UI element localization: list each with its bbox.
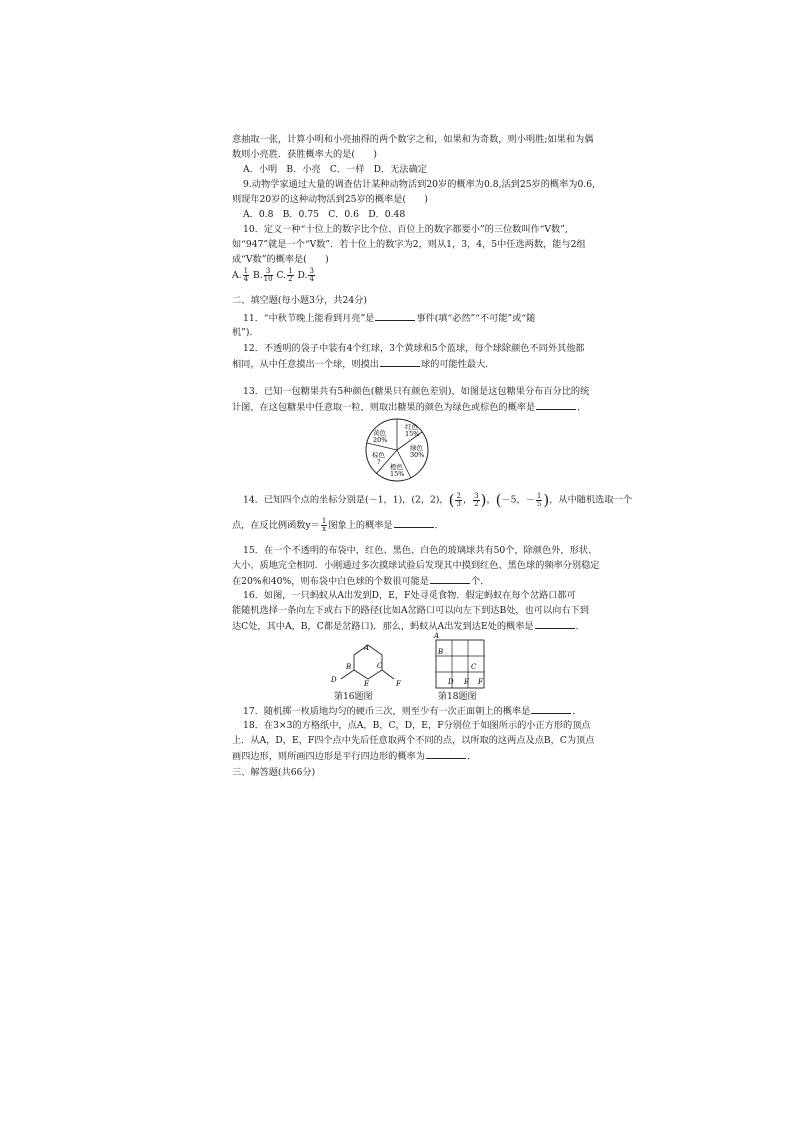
pie-label-yellow: 黄色 (373, 429, 386, 437)
q9-text-line2: 则现年20岁的这种动物活到25岁的概率是( ) (232, 194, 428, 205)
q13-text-line2: 计图，在这包糖果中任意取一粒，则取出糖果的颜色为绿色或棕色的概率是 ． (232, 402, 587, 413)
q14-text-line1: 14．已知四个点的坐标分别是(－1，1)，(2，2)，( $\frac{2}{3}$ ， $\frac{3}{2}$ )，(－5，－ $\frac{1}{5}$ )，从中随机选取一个 (243, 491, 632, 509)
fig16-label-d: D (331, 676, 337, 684)
fig18-label-d: D (448, 678, 454, 686)
fig18-caption: 第18题图 (438, 692, 477, 702)
q11-text-line2: 机”)． (232, 327, 259, 338)
fig18-label-f: F (478, 678, 483, 686)
section-2-heading: 二、填空题(每小题3分，共24分) (232, 295, 367, 306)
q16-blank (535, 619, 575, 629)
q13-text-line1: 13．已知一包糖果共有5种颜色(糖果只有颜色差别)，如图是这包糖果分布百分比的统 (243, 386, 590, 397)
fig16-path-diagram (326, 639, 406, 687)
q17-text: 17．随机掷一枚质地均匀的硬币三次，则至少有一次正面朝上的概率是 ． (243, 706, 582, 717)
pie-value-brown: ? (377, 458, 381, 466)
q18-text-line2: 上．从A，D，E，F四个点中先后任意取两个不同的点，以所取的这两点及点B，C为顶点 (232, 735, 595, 746)
pie-value-red: 15% (405, 430, 420, 438)
q10-option-b-label: B. (252, 270, 263, 281)
q17-blank (531, 704, 571, 714)
fig18-label-b: B (438, 648, 444, 656)
fig16-label-f: F (396, 680, 401, 687)
q10-option-c-label: C. (276, 270, 287, 281)
q8-text-line2: 数则小亮胜．获胜概率大的是( ) (232, 149, 377, 160)
q9-text-line1: 9.动物学家通过大量的调查估计某种动物活到20岁的概率为0.8,活到25岁的概率为0.6, (243, 179, 596, 190)
q18-text-line3: 画四边形，则所画四边形是平行四边形的概率为 ． (232, 751, 477, 762)
pie-label-orange: 橙色 (390, 463, 403, 471)
fig18-grid-border (436, 640, 484, 688)
q10-option-a-fraction: $\frac{1}{4}$ (243, 267, 249, 283)
q15-blank (430, 574, 470, 584)
fig18-grid-diagram (428, 632, 492, 690)
fig16-label-e: E (364, 680, 370, 687)
fig18-label-e: E (464, 678, 470, 686)
pie-label-green: 绿色 (410, 444, 423, 452)
q10-text-line2: 如“947”就是一个“V数”．若十位上的数字为2，则从1，3，4，5中任选两数，能与2组 (232, 239, 586, 250)
fig18-label-c: C (471, 663, 477, 671)
q16-text-line3: 达C处，其中A，B，C都是岔路口)．那么，蚂蚁从A出发到达E处的概率是 ． (232, 621, 585, 632)
q10-options (232, 266, 316, 286)
q12-blank (380, 357, 420, 367)
q16-text-line2: 能随机选择一条向左下或右下的路径(比如A岔路口可以向左下到达B处，也可以向右下到 (232, 605, 589, 616)
pie-value-orange: 15% (390, 470, 405, 478)
q9-options: A．0.8 B．0.75 C．0.6 D．0.48 (243, 209, 406, 220)
q10-option-d-fraction: $\frac{3}{4}$ (309, 267, 314, 283)
pie-value-yellow: 20% (373, 436, 388, 444)
fig16-label-c: C (377, 662, 383, 670)
q15-text-line2: 大小、质地完全相同．小刚通过多次摸球试验后发现其中摸到红色、黑色球的频率分别稳定 (232, 560, 600, 571)
section-3-heading: 三、解答题(共66分) (232, 767, 316, 778)
q10-option-a-label: A. (232, 270, 242, 281)
fig16-path-cf (382, 670, 394, 679)
q10-option-b-fraction: $\frac{3}{10}$ (263, 267, 273, 283)
fig16-label-a: A (364, 644, 370, 652)
pie-value-green: 30% (410, 451, 425, 459)
fig16-path-bd (341, 670, 354, 679)
fig18-label-a: A (434, 632, 440, 640)
q15-text-line1: 15．在一个不透明的布袋中，红色、黑色、白色的玻璃球共有50个，除颜色外，形状、 (243, 545, 598, 556)
pie-label-red: 红色 (405, 423, 418, 431)
pie-label-brown: 棕色 (372, 451, 385, 459)
q13-blank (536, 400, 576, 410)
q14-blank (394, 518, 434, 528)
q18-text-line1: 18．在3×3的方格纸中，点A，B，C，D，E，F分别位于如图所示的小正方形的顶点 (243, 720, 591, 731)
q15-text-line3: 在20%和40%，则布袋中白色球的个数很可能是 个． (232, 576, 490, 587)
q10-option-c-fraction: $\frac{1}{2}$ (288, 267, 293, 283)
q8-text-line1: 意抽取一张，计算小明和小亮抽得的两个数字之和，如果和为奇数，则小明胜;如果和为偶 (232, 134, 594, 145)
q12-text-line1: 12．不透明的袋子中装有4个红球，3个黄球和5个蓝球，每个球除颜色不同外其他都 (243, 343, 585, 354)
q11-text-line1: 11．“中秋节晚上能看到月亮”是 事件(填“必然”“不可能”或“随 (243, 313, 536, 324)
q8-options: A．小明 B．小亮 C．一样 D．无法确定 (243, 164, 427, 175)
q18-blank (426, 749, 466, 759)
q14-text-line2: 点，在反比例函数y＝ $\frac{1}{x}$ 图象上的概率是 ． (232, 517, 444, 533)
q10-text-line3: 成“V数”的概率是( ) (232, 254, 329, 265)
q10-text-line1: 10．定义一种“十位上的数字比个位、百位上的数字都要小”的三位数叫作“V数”, (243, 224, 568, 235)
q10-option-d-label: D. (297, 270, 308, 281)
q11-blank (375, 311, 415, 321)
q12-text-line2: 相同，从中任意摸出一个球，则摸出 球的可能性最大． (232, 359, 495, 370)
q16-text-line1: 16．如图，一只蚂蚁从A出发到D，E，F处寻觅食物．假定蚂蚁在每个岔路口都可 (243, 590, 576, 601)
fig16-caption: 第16题图 (334, 692, 373, 702)
fig16-label-b: B (346, 663, 352, 671)
candy-pie-chart (364, 417, 430, 483)
